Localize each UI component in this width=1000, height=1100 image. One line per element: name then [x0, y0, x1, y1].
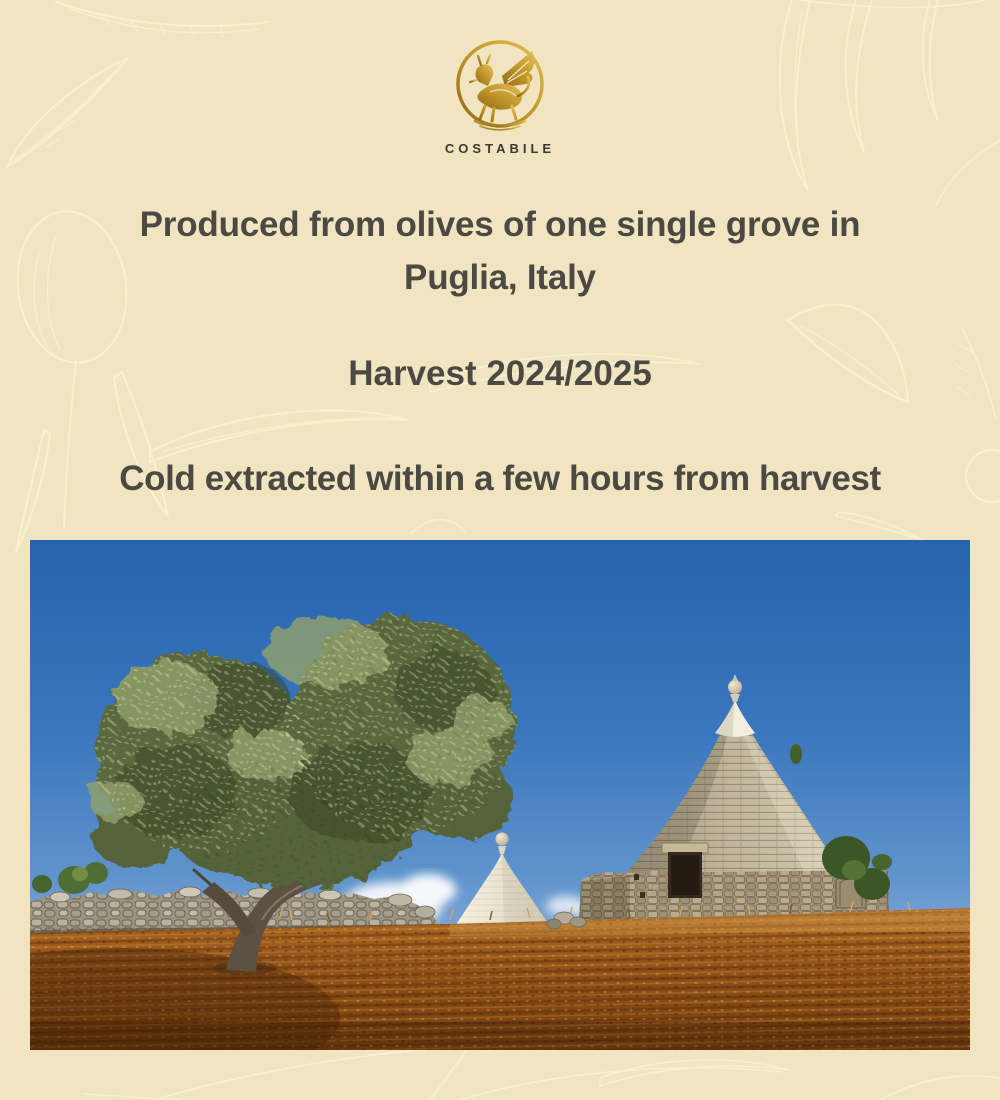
- harvest-line: Harvest 2024/2025: [348, 354, 652, 393]
- claim-line: Cold extracted within a few hours from harvest: [119, 459, 881, 498]
- brand-logo: [0, 36, 1000, 141]
- headline-line2: Puglia, Italy: [404, 258, 596, 297]
- puglia-landscape: [30, 540, 970, 1050]
- brand-name: COSTABILE: [444, 141, 556, 156]
- headline-line1: Produced from olives of one single grove in: [139, 205, 861, 244]
- landscape-photo: [30, 540, 970, 1050]
- winged-lion-crest-icon: [450, 36, 550, 136]
- headline: [0, 198, 1000, 304]
